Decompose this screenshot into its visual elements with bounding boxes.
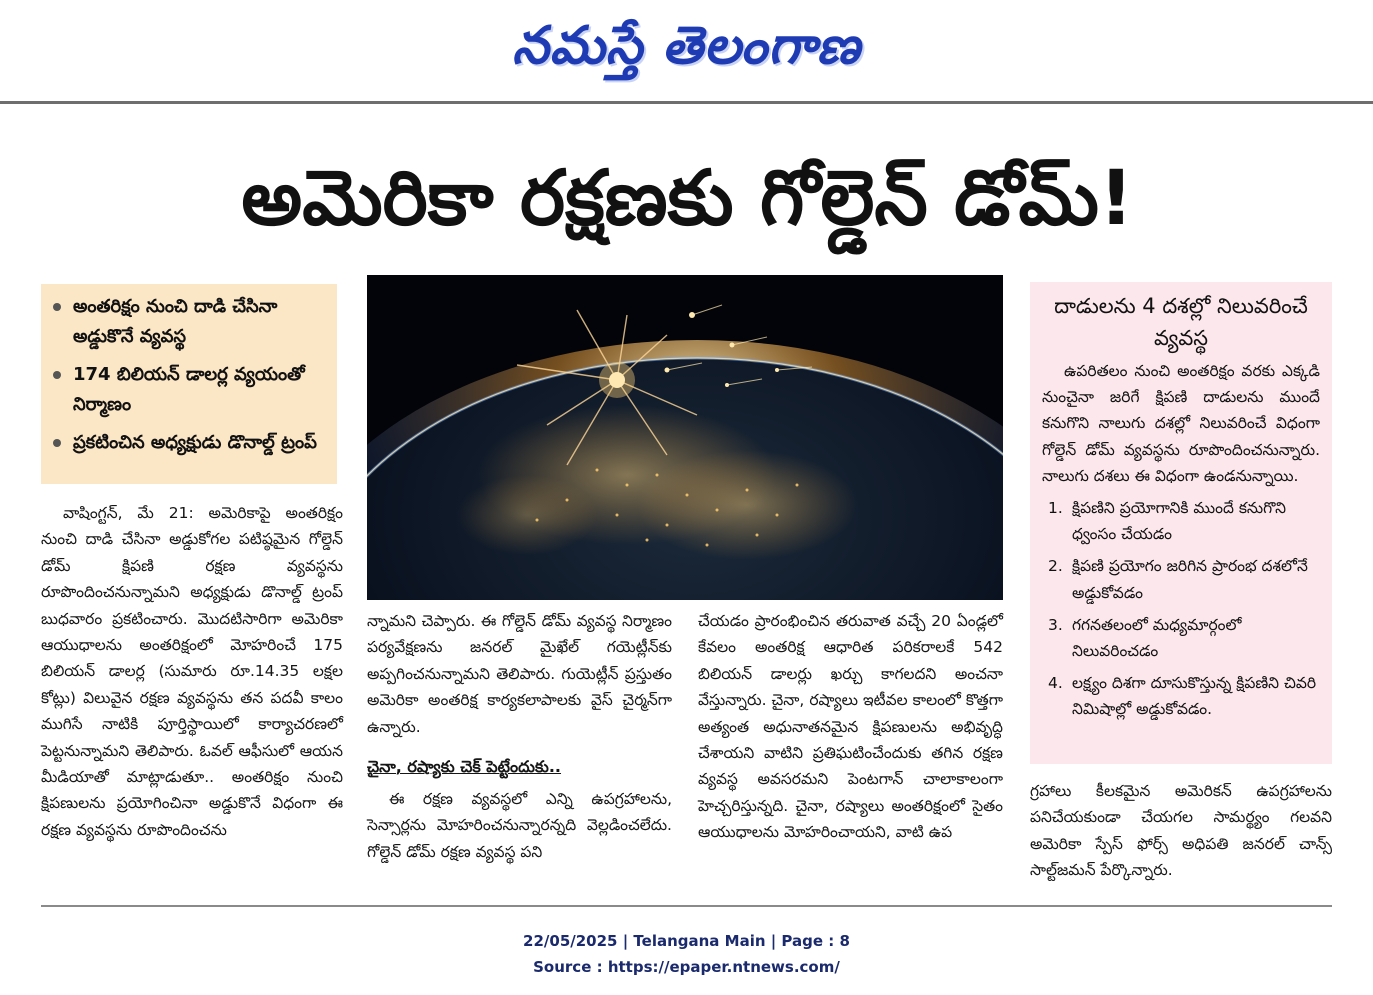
bullet-icon (53, 439, 61, 447)
article-paragraph: గ్రహాలు కీలకమైన అమెరికన్ ఉపగ్రహాలను పనిచేయకుండా చేయగల సామర్థ్యం గలవని అమెరికా స్పేస్ ఫోర్స్ అధిపతి జనరల్ చాన్స్ సాల్ట్‌జమన్ పేర్కొన్నారు. (1030, 782, 1332, 880)
sidebox-title: దాడులను 4 దశల్లో నిలువరించే వ్యవస్థ (1054, 294, 1308, 350)
masthead (0, 0, 1373, 100)
article-paragraph: న్నామని చెప్పారు. ఈ గోల్డెన్ డోమ్ వ్యవస్థ నిర్మాణం పర్యవేక్షణను జనరల్ మైఖేల్ గయెట్లీన్‌కు అప్పగించనున్నామని తెలిపారు. గుయెట్లీన్ ప్రస్తుతం అమెరికా అంతరిక్ష కార్యకలాపాలకు వైస్ చైర్మన్‌గా ఉన్నారు. (367, 612, 672, 736)
bullet-icon (53, 303, 61, 311)
article-column-3 (698, 608, 1003, 888)
article-subheading: చైనా, రష్యాకు చెక్ పెట్టేందుకు.. (367, 757, 562, 777)
step-item: 4. లక్ష్యం దిశగా దూసుకొస్తున్న క్షిపణిని చివరి నిమిషాల్లో అడ్డుకోవడం. (1048, 674, 1317, 719)
source-link[interactable]: Source : https://epaper.ntnews.com/ (533, 958, 840, 976)
masthead-divider (0, 101, 1373, 104)
step-item: 1. క్షిపణిని ప్రయోగానికి ముందే కనుగొని ధ్వంసం చేయడం (1048, 499, 1287, 544)
article-paragraph: చేయడం ప్రారంభించిన తరువాత వచ్చే 20 ఏండ్లలో కేవలం అంతరిక్ష ఆధారిత పరికరాలకే 542 బిలియన్ డాలర్లు ఖర్చు కాగలదని అంచనా వేస్తున్నారు. చైనా, రష్యాలు ఇటీవల కాలంలో కొత్తగా అత్యంత అధునాతనమైన క్షిపణులను అభివృద్ధి చేశాయని వాటిని ప్రతిఘటించేందుకు తగిన రక్షణ వ్యవస్థ అవసరమని పెంటగాన్ చాలాకాలంగా హెచ్చరిస్తున్నది. చైనా, రష్యాలు అంతరిక్షంలో సైతం ఆయుధాలను మోహరించాయని, వాటి ఉప (698, 612, 1003, 842)
earth-night-photo (367, 275, 1003, 600)
article-column-4 (1030, 778, 1332, 888)
highlight-item: అంతరిక్షం నుంచి దాడి చేసినా అడ్డుకొనే వ్యవస్థ (51, 292, 327, 352)
footer-divider (41, 905, 1332, 907)
article-column-2 (367, 608, 672, 888)
article-paragraph: ఈ రక్షణ వ్యవస్థలో ఎన్ని ఉపగ్రహాలను, సెన్సార్లను మోహరించనున్నారన్నది వెల్లడించలేదు. గోల్డెన్ డోమ్ రక్షణ వ్యవస్థ పని (367, 790, 672, 861)
step-item: 3. గగనతలంలో మధ్యమార్గంలో నిలువరించడం (1048, 615, 1242, 661)
edition-info: 22/05/2025 | Telangana Main | Page : 8 (523, 932, 850, 950)
highlight-item: ప్రకటించిన అధ్యక్షుడు డొనాల్డ్ ట్రంప్ (51, 428, 327, 458)
info-sidebox (1030, 282, 1332, 764)
article-column-1 (41, 500, 343, 890)
earth-globe-image (367, 275, 1003, 600)
sidebox-intro: ఉపరితలం నుంచి అంతరిక్షం వరకు ఎక్కడి నుంచైనా జరిగే క్షిపణి దాడులను ముందే కనుగొని నాలుగు దశల్లో నిలువరించే విధంగా గోల్డెన్ డోమ్ వ్యవస్థను రూపొందించనున్నారు. నాలుగు దశలు ఈ విధంగా ఉండనున్నాయి. (1042, 362, 1320, 485)
highlight-item: 174 బిలియన్ డాలర్ల వ్యయంతో నిర్మాణం (51, 360, 327, 420)
sidebox-steps (1042, 495, 1320, 723)
newspaper-logo: నమస్తే తెలంగాణ (512, 16, 861, 76)
highlights-box (41, 284, 337, 484)
step-item: 2. క్షిపణి ప్రయోగం జరిగిన ప్రారంభ దశలోనే అడ్డుకోవడం (1048, 557, 1308, 602)
page-footer (0, 928, 1373, 980)
article-paragraph: వాషింగ్టన్, మే 21: అమెరికాపై అంతరిక్షం నుంచి దాడి చేసినా అడ్డుకోగల పటిష్ఠమైన గోల్డెన్ డోమ్ క్షిపణి రక్షణ వ్యవస్థను రూపొందించనున్నామని అధ్యక్షుడు డొనాల్డ్ ట్రంప్ బుధవారం ప్రకటించారు. మొదటిసారిగా అమెరికా ఆయుధాలను అంతరిక్షంలో మోహరించే 175 బిలియన్ డాలర్ల (సుమారు రూ.14.35 లక్షల కోట్లు) విలువైన రక్షణ వ్యవస్థను తన పదవీ కాలం ముగిసే నాటికి పూర్తిస్థాయిలో కార్యాచరణలో పెట్టనున్నామని తెలిపారు. ఓవల్ ఆఫీసులో ఆయన మీడియాతో మాట్లాడుతూ.. అంతరిక్షం నుంచి క్షిపణులను ప్రయోగించినా అడ్డుకొనే విధంగా ఈ రక్షణ వ్యవస్థను రూపొందించను (41, 504, 343, 839)
headline: అమెరికా రక్షణకు గోల్డెన్ డోమ్! (241, 153, 1134, 242)
bullet-icon (53, 371, 61, 379)
